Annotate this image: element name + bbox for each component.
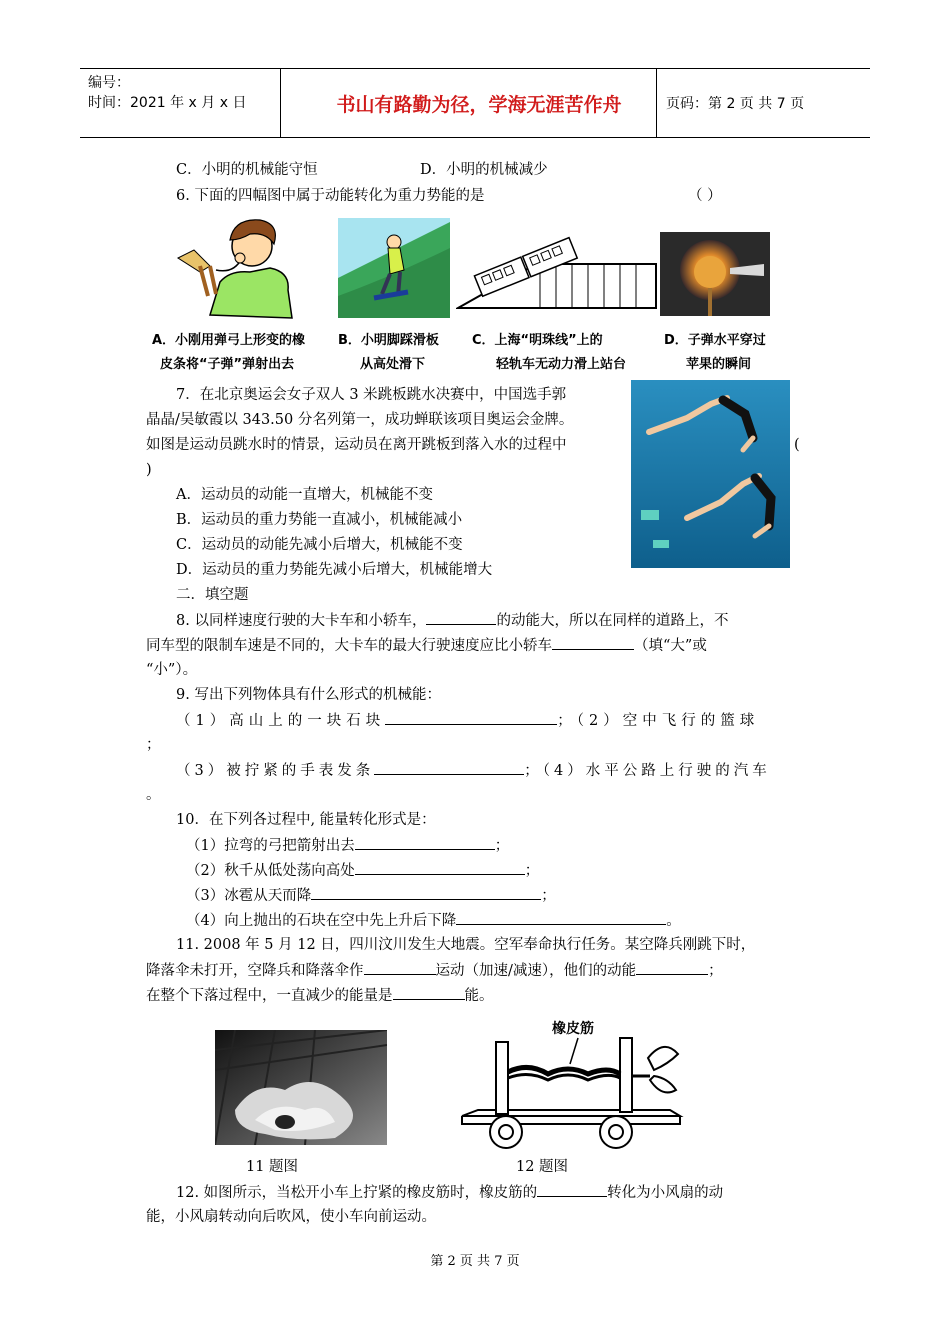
q10-blank-3[interactable] [311,885,541,900]
q11-line-2-c: ； [708,963,723,979]
figure-11-caption: 11 题图 [246,1159,299,1175]
header-divider [656,69,657,137]
q10-semicolon: ； [494,838,510,854]
q10-blank-4[interactable] [456,910,666,925]
q8-blank-1[interactable] [426,610,496,625]
q6-caption-b-2: 从高处滑下 [360,357,426,372]
q10-blank-2[interactable] [355,860,525,875]
q11-line-2 [146,960,723,981]
q9-item-1: （1）高山上的一块石块 [176,713,386,729]
q12-line-2: 能，小风扇转动向后吹风，使小车向前运动。 [146,1209,436,1225]
q10-item-1: （1）拉弯的弓把箭射出去 [186,838,355,854]
diving-athletes-image [631,380,790,568]
q5-option-d: D．小明的机械减少 [420,162,548,178]
q9-item-2-end: ； [146,737,161,753]
q10-period: 。 [666,913,681,929]
q11-line-2-b: 运动（加速/减速），他们的动能 [435,963,637,979]
q9-blank-3[interactable] [374,760,524,775]
q9-blank-1[interactable] [385,710,557,725]
q12-blank-1[interactable] [537,1182,607,1197]
q8-blank-2[interactable] [552,635,634,650]
header-motto: 书山有路勤为径，学海无涯苦作舟 [336,93,622,116]
section-fill-in-title: 二．填空题 [176,587,249,603]
q7-option-d: D．运动员的重力势能先减小后增大，机械能增大 [176,562,493,578]
q10-line-4 [186,910,681,931]
header-divider [280,69,281,137]
q6-caption-b-1: B．小明脚踩滑板 [338,333,439,348]
q9-stem: 9. 写出下列物体具有什么形式的机械能： [176,687,441,703]
q10-item-3: （3）冰雹从天而降 [186,888,312,904]
q6-stem: 6. 下面的四幅图中属于动能转化为重力势能的是 [176,188,485,204]
q7-line-2: 晶晶/吴敏霞以 343.50 分名列第一，成功蝉联该项目奥运会金牌。 [146,412,574,428]
q8-line-1-b: 的动能大，所以在同样的道路上，不 [496,613,729,629]
q11-line-3-a: 在整个下落过程中，一直减少的能量是 [146,988,393,1004]
q11-blank-1[interactable] [364,960,436,975]
q7-line-1: 7．在北京奥运会女子双人 3 米跳板跳水决赛中，中国选手郭 [176,387,567,403]
q10-item-4: （4）向上抛出的石块在空中先上升后下降 [186,913,457,929]
q11-line-1: 11. 2008 年 5 月 12 日，四川汶川发生大地震。空军奉命执行任务。某空降兵刚跳下时， [176,937,756,953]
q9-item-3: （3）被拧紧的手表发条 [176,763,375,779]
q5-option-c: C．小明的机械能守恒 [176,162,318,178]
parachute-photo [215,1030,387,1145]
q10-line-3 [186,885,556,906]
q8-line-1 [176,610,728,631]
q7-line-3: 如图是运动员跳水时的情景，运动员在离开跳板到落入水的过程中 [146,437,567,453]
q9-line-1 [176,710,759,731]
q8-line-2-b: （填“大”或 [634,638,707,654]
header-page-info: 页码：第 2 页 共 7 页 [666,96,805,112]
q10-item-2: （2）秋千从低处荡向高处 [186,863,355,879]
q8-line-2 [146,635,707,656]
q11-line-3 [146,985,494,1006]
page-footer: 第 2 页 共 7 页 [430,1254,520,1269]
q9-item-4-end: 。 [146,787,161,803]
q9-item-2: ；（2）空中飞行的篮球 [557,713,760,729]
serial-label: 编号： [88,75,130,91]
q10-blank-1[interactable] [355,835,495,850]
q10-stem: 10．在下列各过程中, 能量转化形式是： [176,812,436,828]
q12-line-1-a: 12. 如图所示，当松开小车上拧紧的橡皮筋时，橡皮筋的 [176,1185,538,1201]
q10-line-2 [186,860,539,881]
q7-paren-open: ( [794,437,800,453]
q10-semicolon: ； [524,863,540,879]
q8-line-2-a: 同车型的限制车速是不同的，大卡车的最大行驶速度应比小轿车 [146,638,552,654]
q12-line-1 [176,1182,723,1203]
q11-blank-2[interactable] [636,960,708,975]
q9-line-2 [176,760,771,781]
q7-paren-close: ) [146,462,152,478]
date-label: 时间：2021 年 x 月 x 日 [88,95,247,111]
q7-option-b: B．运动员的重力势能一直减小，机械能减小 [176,512,463,528]
light-rail-image [456,232,660,312]
page-header [80,68,870,138]
q11-line-3-b: 能。 [464,988,494,1004]
q10-semicolon: ； [541,888,556,904]
rubber-band-car-diagram [458,1018,690,1163]
q7-option-c: C．运动员的动能先减小后增大，机械能不变 [176,537,463,553]
rubber-band-label: 橡皮筋 [552,1021,594,1037]
skateboard-slope-image [338,218,450,318]
figure-12-caption: 12 题图 [516,1159,569,1175]
q9-item-4: ；（4）水平公路上行驶的汽车 [524,763,771,779]
q8-line-3: “小”）。 [146,662,198,678]
q11-line-2-a: 降落伞未打开，空降兵和降落伞作 [146,963,364,979]
q6-caption-c-2: 轻轨车无动力滑上站台 [496,357,627,372]
header-left [88,73,246,113]
q6-caption-a-1: A．小刚用弹弓上形变的橡 [152,333,306,348]
q6-caption-c-1: C．上海“明珠线”上的 [472,333,603,348]
q12-line-1-b: 转化为小风扇的动 [607,1185,724,1201]
q8-line-1-a: 8. 以同样速度行驶的大卡车和小轿车， [176,613,427,629]
slingshot-boy-image [170,210,330,322]
bullet-apple-image [660,232,770,316]
q6-caption-d-1: D．子弹水平穿过 [664,333,766,348]
q6-caption-d-2: 苹果的瞬间 [686,357,752,372]
q7-option-a: A．运动员的动能一直增大，机械能不变 [176,487,433,503]
q10-line-1 [186,835,509,856]
q11-blank-3[interactable] [393,985,465,1000]
q6-caption-a-2: 皮条将“子弹”弹射出去 [160,357,295,372]
q6-answer-paren: （ ） [688,188,722,204]
